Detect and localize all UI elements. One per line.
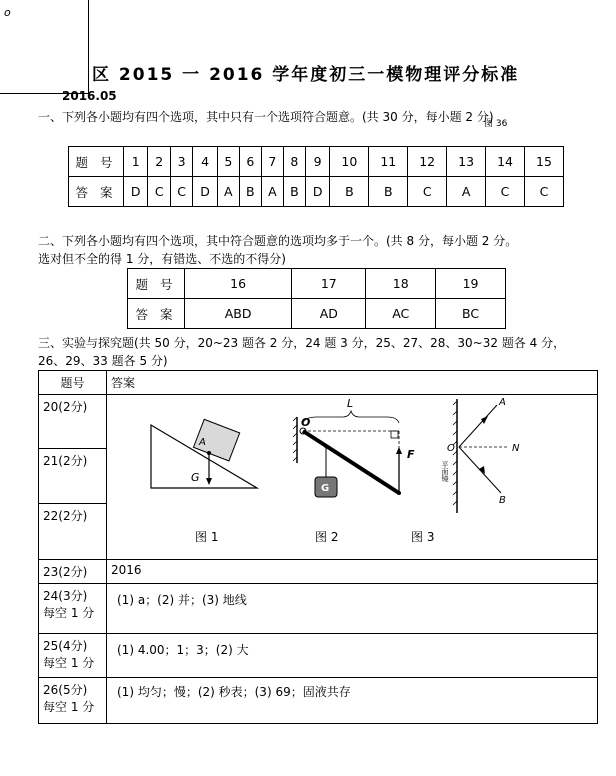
figure-note: 图 36 <box>484 119 508 129</box>
table-row <box>39 395 598 449</box>
section3-line1: 三、实验与探究题(共 50 分，20~23 题各 2 分，24 题 3 分，25、27、28、30~32 题各 4 分， <box>38 336 566 350</box>
answer-cell: (1) 均匀；慢；(2) 秒表；(3) 69；固液共存 <box>107 678 598 724</box>
section2-table <box>127 268 506 329</box>
table-row <box>128 299 506 329</box>
table-row <box>39 371 598 395</box>
right-angle-mark <box>391 431 398 438</box>
figures-svg <box>107 395 597 559</box>
question-label: 24(3分) <box>43 589 88 603</box>
fig3-caption: 图 3 <box>411 530 435 544</box>
number-cell: 19 <box>436 269 506 299</box>
question-cell: 21(2分) <box>39 449 107 503</box>
number-cell: 12 <box>408 147 447 177</box>
number-cell: 16 <box>185 269 292 299</box>
section2-line2: 选对但不全的得 1 分，有错选、不选的不得分) <box>38 252 286 266</box>
number-cell: 17 <box>292 269 366 299</box>
answer-cell: B <box>283 177 305 207</box>
question-cell <box>39 584 107 634</box>
fig1-label-a: A <box>199 437 206 448</box>
table-row <box>39 584 598 634</box>
table-row <box>128 269 506 299</box>
section1-text: 一、下列各小题均有四个选项，其中只有一个选项符合题意。(共 30 分，每小题 2 分) <box>38 110 494 124</box>
number-cell: 10 <box>330 147 369 177</box>
question-cell: 22(2分) <box>39 503 107 559</box>
question-label: 26(5分) <box>43 683 88 697</box>
answer-cell: ABD <box>185 299 292 329</box>
figures-cell <box>107 395 598 560</box>
reflected-ray <box>459 447 501 493</box>
table-header-cell: 题 号 <box>69 147 124 177</box>
question-label: 25(4分) <box>43 639 88 653</box>
number-cell: 1 <box>124 147 148 177</box>
number-cell: 8 <box>283 147 305 177</box>
table-row <box>39 560 598 584</box>
figure2 <box>293 397 415 544</box>
force-arrowhead <box>396 447 402 454</box>
answer-cell: A <box>217 177 239 207</box>
answer-cell: D <box>124 177 148 207</box>
brace-l <box>303 411 399 423</box>
number-cell: 18 <box>366 269 436 299</box>
table-row <box>39 634 598 678</box>
figure3 <box>411 397 520 544</box>
section3-line2: 26、29、33 题各 5 分) <box>38 354 168 368</box>
number-cell: 6 <box>239 147 261 177</box>
question-score-note: 每空 1 分 <box>43 606 95 620</box>
incident-ray <box>459 405 497 447</box>
fig1-label-g: G <box>191 471 200 484</box>
number-cell: 4 <box>193 147 217 177</box>
answer-cell: (1) a；(2) 并；(3) 地线 <box>107 584 598 634</box>
fig1-caption: 图 1 <box>195 530 219 544</box>
answer-cell: 2016 <box>107 560 598 584</box>
answer-cell: D <box>193 177 217 207</box>
fig3-label-a: A <box>499 397 506 408</box>
answer-cell: B <box>369 177 408 207</box>
fig2-label-l: L <box>347 397 354 410</box>
section3-table <box>38 370 598 724</box>
answer-cell: BC <box>436 299 506 329</box>
fig3-label-o: O <box>447 443 455 454</box>
number-cell: 5 <box>217 147 239 177</box>
table-header-cell: 题号 <box>39 371 107 395</box>
table-header-cell: 答案 <box>107 371 598 395</box>
fig3-label-n: N <box>512 443 520 454</box>
fig2-label-g: G <box>321 483 330 494</box>
table-header-cell: 答 案 <box>128 299 185 329</box>
figure1 <box>151 419 257 544</box>
number-cell: 13 <box>447 147 486 177</box>
answer-cell: AD <box>292 299 366 329</box>
incident-arrowhead <box>481 416 488 424</box>
fig3-mirror-label: 平面镜 <box>441 461 449 482</box>
question-cell <box>39 634 107 678</box>
question-score-note: 每空 1 分 <box>43 656 95 670</box>
question-cell: 20(2分) <box>39 395 107 449</box>
corner-box <box>0 0 89 94</box>
answer-cell: B <box>239 177 261 207</box>
answer-cell: C <box>170 177 192 207</box>
answer-cell: (1) 4.00；1；3；(2) 大 <box>107 634 598 678</box>
number-cell: 2 <box>148 147 170 177</box>
section2-line1: 二、下列各小题均有四个选项，其中符合题意的选项均多于一个。(共 8 分，每小题 2 分。 <box>38 234 518 248</box>
answer-cell: AC <box>366 299 436 329</box>
table-header-cell: 答 案 <box>69 177 124 207</box>
fig2-caption: 图 2 <box>315 530 339 544</box>
section1-table <box>68 146 564 207</box>
question-cell: 23(2分) <box>39 560 107 584</box>
question-cell <box>39 678 107 724</box>
answer-cell: D <box>305 177 329 207</box>
question-score-note: 每空 1 分 <box>43 700 95 714</box>
gravity-arrowhead <box>206 478 212 485</box>
answer-cell: B <box>330 177 369 207</box>
answer-cell: C <box>408 177 447 207</box>
table-row <box>39 678 598 724</box>
number-cell: 11 <box>369 147 408 177</box>
table-row <box>69 147 564 177</box>
number-cell: 7 <box>261 147 283 177</box>
table-header-cell: 题 号 <box>128 269 185 299</box>
fig3-label-b: B <box>499 495 506 506</box>
number-cell: 14 <box>486 147 525 177</box>
corner-mark: o <box>4 6 11 19</box>
answer-cell: A <box>447 177 486 207</box>
number-cell: 15 <box>525 147 564 177</box>
answer-cell: C <box>525 177 564 207</box>
answer-cell: C <box>486 177 525 207</box>
fig2-label-f: F <box>407 448 415 461</box>
answer-cell: C <box>148 177 170 207</box>
answer-cell: A <box>261 177 283 207</box>
date: 2016.05 <box>62 89 117 103</box>
page-title: 区 2015 一 2016 学年度初三一模物理评分标准 <box>92 65 520 85</box>
number-cell: 9 <box>305 147 329 177</box>
fig2-label-o: O <box>301 416 311 429</box>
table-row <box>69 177 564 207</box>
number-cell: 3 <box>170 147 192 177</box>
